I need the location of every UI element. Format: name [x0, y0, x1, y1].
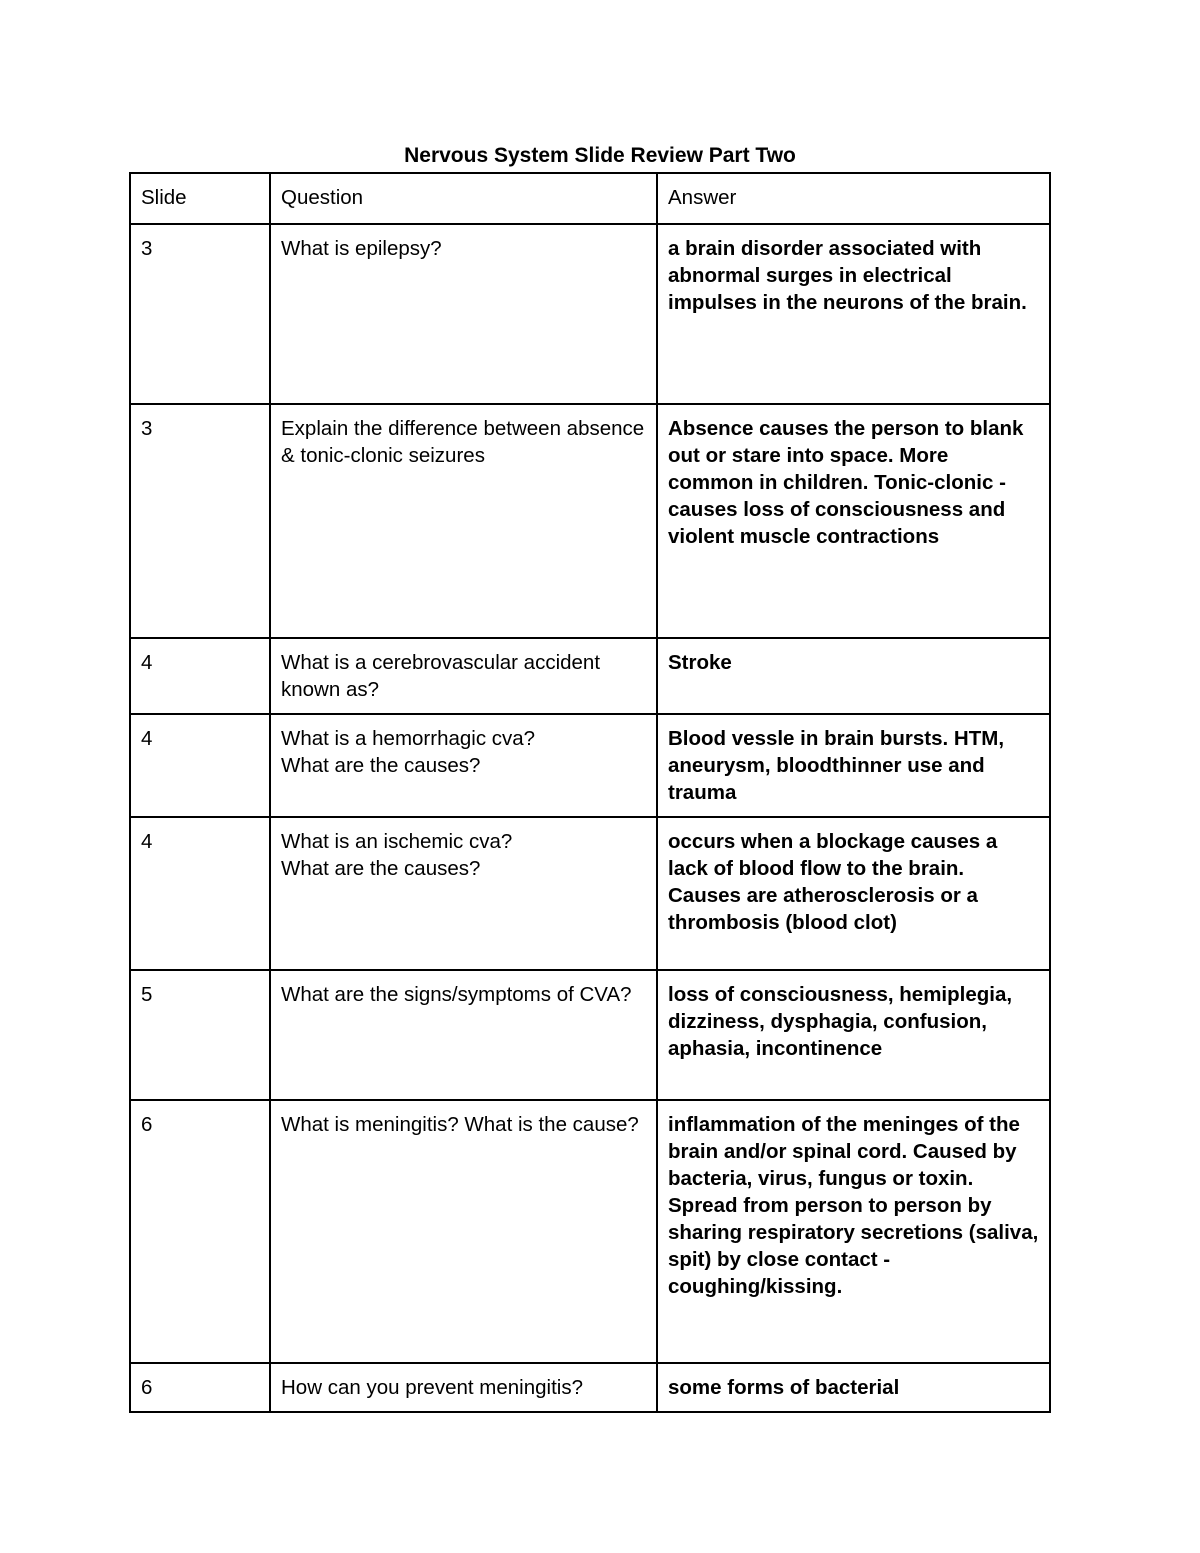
question-text: What are the causes?	[281, 857, 481, 880]
answer-cell: loss of consciousness, hemiplegia, dizziness, dysphagia, confusion, aphasia, incontinence	[657, 970, 1050, 1100]
review-table	[129, 172, 1051, 1413]
question-cell	[270, 817, 657, 970]
table-row	[130, 1100, 1050, 1363]
question-text: What are the causes?	[281, 754, 481, 777]
slide-number: 4	[130, 817, 270, 970]
table-header-row	[130, 173, 1050, 224]
answer-cell: inflammation of the meninges of the brain and/or spinal cord. Caused by bacteria, virus, fungus or toxin. Spread from person to person by sharing respiratory secretions (saliva, spit) by close contact - coughing/kissing.	[657, 1100, 1050, 1363]
answer-cell: some forms of bacterial	[657, 1363, 1050, 1412]
slide-number: 6	[130, 1363, 270, 1412]
table-row	[130, 638, 1050, 714]
table-row	[130, 714, 1050, 817]
question-text: What is a cerebrovascular accident known as?	[281, 651, 601, 701]
question-cell	[270, 404, 657, 638]
answer-cell: occurs when a blockage causes a lack of blood flow to the brain. Causes are atherosclerosis or a thrombosis (blood clot)	[657, 817, 1050, 970]
header-slide: Slide	[130, 173, 270, 224]
slide-number: 6	[130, 1100, 270, 1363]
answer-cell: a brain disorder associated with abnormal surges in electrical impulses in the neurons of the brain.	[657, 224, 1050, 404]
header-answer: Answer	[657, 173, 1050, 224]
question-text: Explain the difference between absence & tonic-clonic seizures	[281, 417, 645, 467]
slide-number: 3	[130, 224, 270, 404]
question-cell	[270, 970, 657, 1100]
page-title: Nervous System Slide Review Part Two	[404, 144, 796, 167]
question-text: What is meningitis? What is the cause?	[281, 1113, 639, 1136]
question-cell	[270, 224, 657, 404]
question-text: What are the signs/symptoms of CVA?	[281, 983, 632, 1006]
table-row	[130, 1363, 1050, 1412]
slide-number: 4	[130, 638, 270, 714]
table-row	[130, 224, 1050, 404]
answer-cell: Absence causes the person to blank out or stare into space. More common in children. Tonic-clonic - causes loss of consciousness and violent muscle contractions	[657, 404, 1050, 638]
question-text: What is a hemorrhagic cva?	[281, 727, 536, 750]
answer-cell: Blood vessle in brain bursts. HTM, aneurysm, bloodthinner use and trauma	[657, 714, 1050, 817]
table-row	[130, 970, 1050, 1100]
answer-cell: Stroke	[657, 638, 1050, 714]
question-cell	[270, 638, 657, 714]
table-row	[130, 404, 1050, 638]
header-question: Question	[270, 173, 657, 224]
question-text: What is an ischemic cva?	[281, 830, 513, 853]
question-cell	[270, 714, 657, 817]
slide-number: 5	[130, 970, 270, 1100]
table-row	[130, 817, 1050, 970]
question-text: What is epilepsy?	[281, 237, 442, 260]
question-cell	[270, 1363, 657, 1412]
question-cell	[270, 1100, 657, 1363]
slide-number: 4	[130, 714, 270, 817]
question-text: How can you prevent meningitis?	[281, 1376, 583, 1399]
slide-number: 3	[130, 404, 270, 638]
